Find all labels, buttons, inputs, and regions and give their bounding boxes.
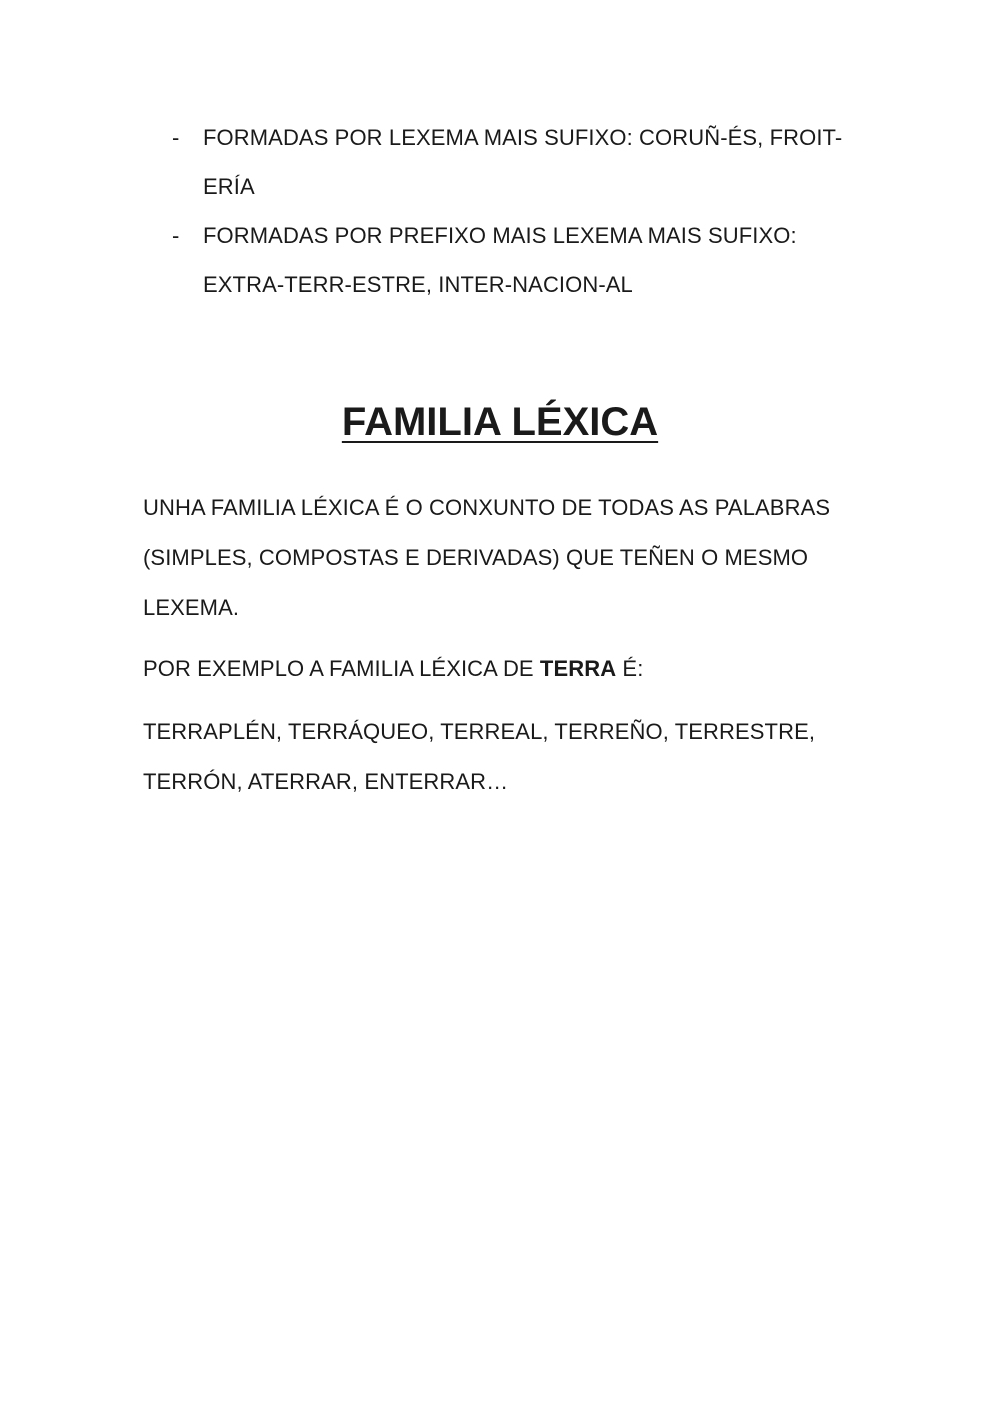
section-title	[0, 392, 1000, 452]
example-intro-after: É:	[616, 656, 644, 681]
bullet-text: FORMADAS POR PREFIXO MAIS LEXEMA MAIS SUFIXO: EXTRA-TERR-ESTRE, INTER-NACION-AL	[203, 223, 797, 297]
derivation-bullet-list	[172, 113, 872, 309]
example-intro-paragraph	[143, 644, 863, 694]
example-keyword: TERRA	[539, 656, 617, 681]
example-intro-before: POR EXEMPLO A FAMILIA LÉXICA DE	[143, 656, 540, 681]
definition-paragraph: UNHA FAMILIA LÉXICA É O CONXUNTO DE TODAS AS PALABRAS (SIMPLES, COMPOSTAS E DERIVADAS) QUE TEÑEN O MESMO LEXEMA.	[143, 495, 831, 620]
section-title-text: FAMILIA LÉXICA	[341, 400, 659, 444]
example-words-paragraph: TERRAPLÉN, TERRÁQUEO, TERREAL, TERREÑO, TERRESTRE, TERRÓN, ATERRAR, ENTERRAR…	[143, 719, 816, 794]
bullet-dash: -	[172, 223, 180, 248]
bullet-dash: -	[172, 125, 180, 150]
bullet-item-prefix-suffix	[172, 211, 872, 309]
bullet-item-suffix	[172, 113, 872, 211]
bullet-text: FORMADAS POR LEXEMA MAIS SUFIXO: CORUÑ-ÉS, FROIT-ERÍA	[203, 125, 843, 199]
